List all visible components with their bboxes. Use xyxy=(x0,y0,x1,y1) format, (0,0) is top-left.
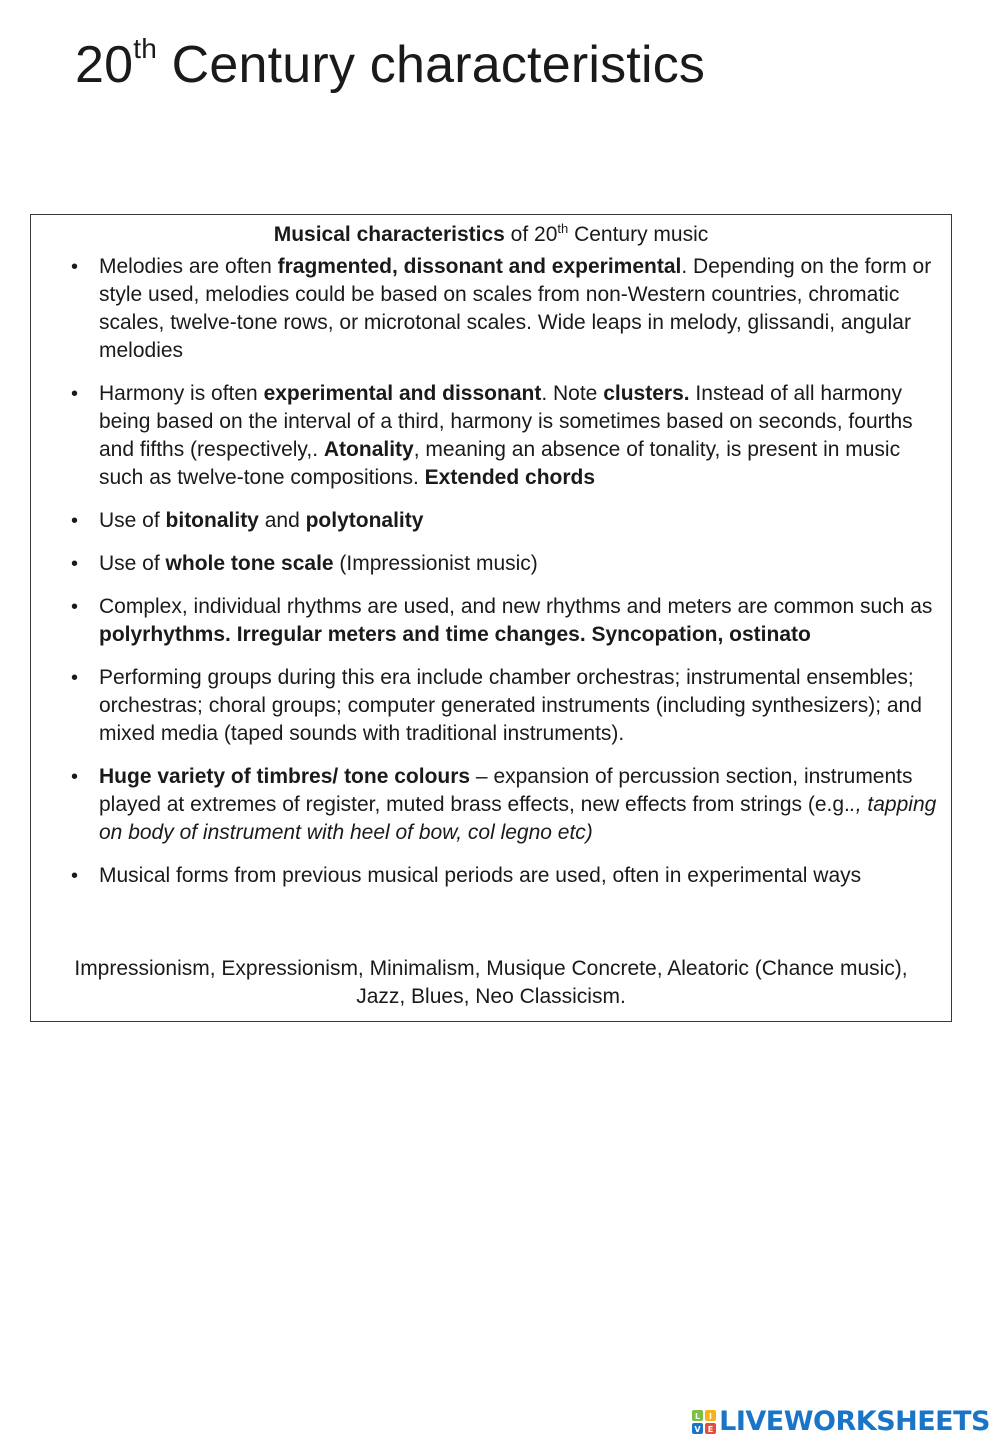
list-item-rhythm xyxy=(61,593,943,649)
box-heading-text-a: of 20 xyxy=(504,223,558,246)
page-title xyxy=(75,34,705,96)
characteristics-list xyxy=(61,253,943,890)
item-bold: bitonality xyxy=(165,509,259,532)
genres-list: Impressionism, Expressionism, Minimalism, Musique Concrete, Aleatoric (Chance music), Jazz, Blues, Neo Classicism. xyxy=(74,957,908,1008)
box-heading xyxy=(39,221,943,249)
list-item-melody xyxy=(61,253,943,365)
title-text: Century characteristics xyxy=(157,36,706,94)
bullet-icon: • xyxy=(71,383,79,405)
liveworksheets-logo-text: LIVEWORKSHEETS xyxy=(719,1406,990,1437)
list-item-tonality xyxy=(61,507,943,535)
box-heading-superscript: th xyxy=(557,221,569,236)
characteristics-box xyxy=(30,214,952,1022)
svg-text:I: I xyxy=(709,1411,713,1421)
item-bold: polyrhythms. Irregular meters and time changes. Syncopation, ostinato xyxy=(99,623,811,646)
svg-text:L: L xyxy=(695,1411,701,1421)
title-number: 20 xyxy=(75,36,134,94)
item-bold: experimental and dissonant xyxy=(263,382,542,405)
liveworksheets-logo[interactable] xyxy=(692,1406,990,1437)
item-text: Instead of all harmony being based on the interval of a third, harmony is sometimes based on seconds, fourths and fifths (respectively,. xyxy=(99,382,913,461)
list-item-timbres xyxy=(61,763,943,847)
item-text: Complex, individual rhythms are used, and new rhythms and meters are common such as xyxy=(99,595,933,618)
list-item-forms xyxy=(61,862,943,890)
item-text: , meaning an absence of tonality, is present in music such as twelve-tone compositions. xyxy=(99,438,901,489)
item-bold: fragmented, dissonant and experimental xyxy=(277,255,682,278)
bullet-icon: • xyxy=(71,667,79,689)
item-text: . Depending on the form or style used, melodies could be based on scales from non-Western countries, chromatic scales, twelve-tone rows, or microtonal scales. Wide leaps in melody, glissandi, angular melodies xyxy=(99,255,932,362)
item-bold: polytonality xyxy=(305,509,424,532)
list-item-whole-tone xyxy=(61,550,943,578)
item-bold: Huge variety of timbres/ tone colours xyxy=(99,765,471,788)
box-heading-text-b: Century music xyxy=(568,223,709,246)
liveworksheets-logo-icon xyxy=(692,1410,716,1434)
item-text: Musical forms from previous musical periods are used, often in experimental ways xyxy=(99,864,862,887)
item-text: Performing groups during this era include chamber orchestras; instrumental ensembles; orchestras; choral groups; computer generated instruments (including synthesizers); and mixed media (taped sounds with traditional instruments). xyxy=(99,666,922,745)
item-bold: clusters. xyxy=(603,382,690,405)
bullet-icon: • xyxy=(71,510,79,532)
item-italic: ., tapping on body of instrument with heel of bow, col legno etc) xyxy=(99,793,937,844)
item-text: (Impressionist music) xyxy=(333,552,538,575)
item-text: – expansion of percussion section, instruments played at extremes of register, muted brass effects, new effects from strings (e.g. xyxy=(99,765,913,816)
bullet-icon: • xyxy=(71,256,79,278)
item-text: . Note xyxy=(541,382,604,405)
item-text: Harmony is often xyxy=(99,382,264,405)
item-text: Melodies are often xyxy=(99,255,278,278)
svg-text:E: E xyxy=(707,1424,714,1434)
item-text: Use of xyxy=(99,552,166,575)
box-heading-bold: Musical characteristics xyxy=(273,223,505,246)
bullet-icon: • xyxy=(71,553,79,575)
item-bold: whole tone scale xyxy=(165,552,334,575)
item-text: and xyxy=(258,509,306,532)
list-item-performing-groups xyxy=(61,664,943,748)
title-superscript: th xyxy=(133,33,158,64)
item-text: Use of xyxy=(99,509,166,532)
item-bold: Atonality xyxy=(323,438,414,461)
list-item-harmony xyxy=(61,380,943,492)
bullet-icon: • xyxy=(71,596,79,618)
bullet-icon: • xyxy=(71,865,79,887)
svg-text:V: V xyxy=(694,1424,701,1434)
bullet-icon: • xyxy=(71,766,79,788)
item-bold: Extended chords xyxy=(424,466,596,489)
